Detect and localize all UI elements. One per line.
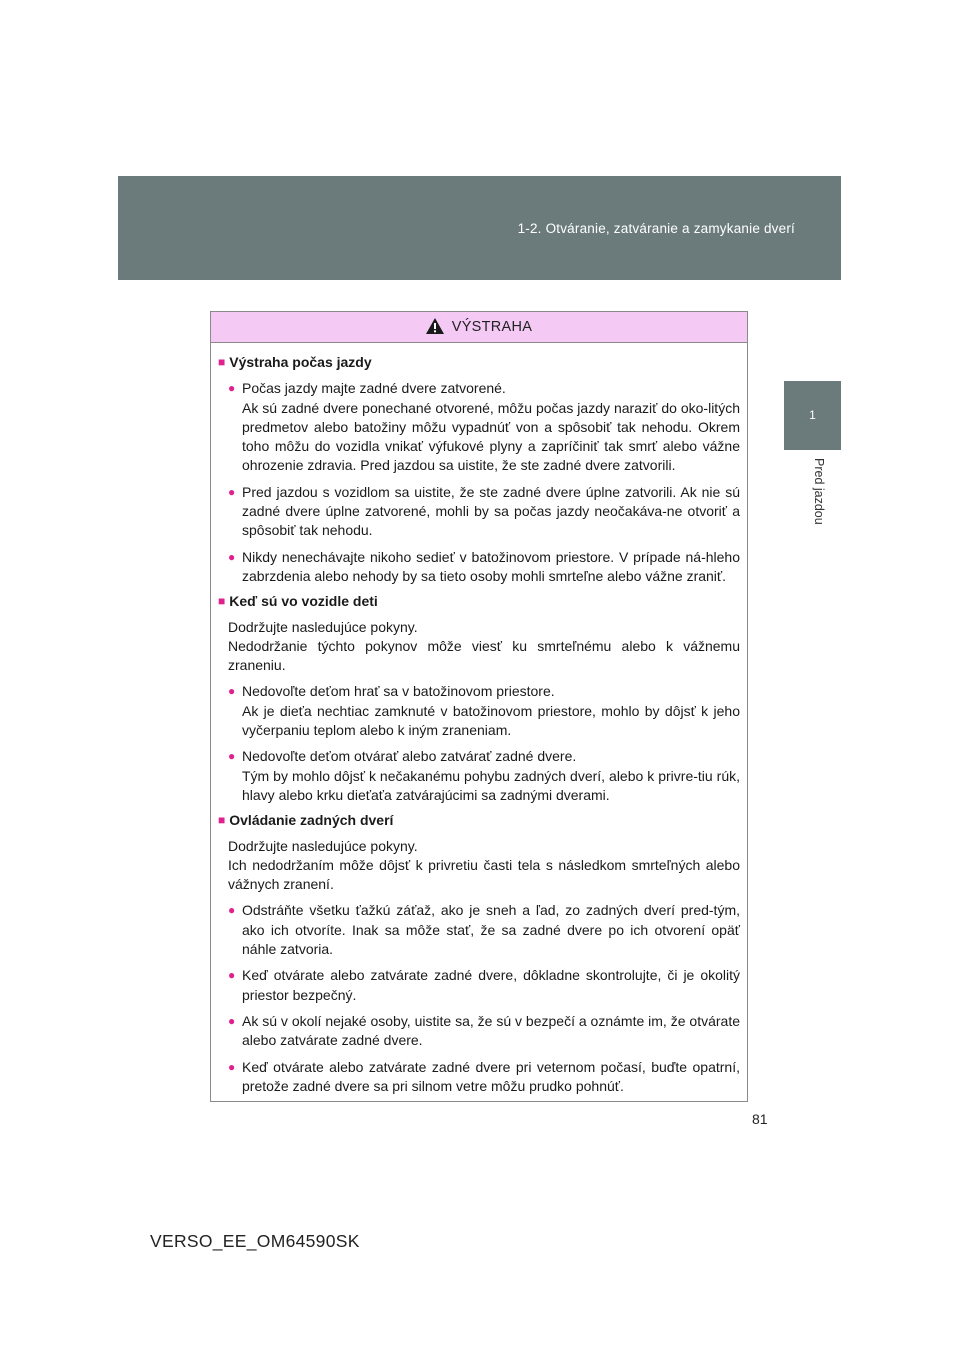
section-title: 1-2. Otváranie, zatváranie a zamykanie dverí xyxy=(517,221,795,236)
list-item xyxy=(218,548,740,587)
round-bullet-icon: ● xyxy=(228,1059,236,1074)
document-code: VERSO_EE_OM64590SK xyxy=(150,1231,360,1251)
list-item xyxy=(218,483,740,541)
list-item xyxy=(218,966,740,1005)
round-bullet-icon: ● xyxy=(228,549,236,564)
square-bullet-icon: ■ xyxy=(218,355,226,369)
list-item-text: Keď otvárate alebo zatvárate zadné dvere pri veternom počasí, buďte opatrní, pretože zadné dvere sa pri silnom vetre môžu prudko pohnúť. xyxy=(242,1058,740,1094)
page-number: 81 xyxy=(752,1111,768,1127)
chapter-tab xyxy=(784,381,841,450)
warning-triangle-icon xyxy=(426,318,444,334)
list-item-text: Počas jazdy majte zadné dvere zatvorené. Ak sú zadné dvere ponechané otvorené, môžu počas jazdy naraziť do oko-litých predmetov alebo batožiny môžu vypadnúť von a spôsobiť tak nehodu. Okrem toho môžu do vozidla vnikať výfukové plyny a zapríčiniť tak smrť alebo vážne ohrozenie zdravia. Pred jazdou sa uistite, že ste zadné dvere zatvorili. xyxy=(242,380,740,474)
warning-section-title xyxy=(218,811,740,830)
list-item xyxy=(218,901,740,959)
list-item-text: Ak sú v okolí nejaké osoby, uistite sa, že sú v bezpečí a oznámte im, že otvárate alebo zatvárate zadné dvere. xyxy=(242,1012,740,1049)
section-heading-text: Výstraha počas jazdy xyxy=(229,354,372,370)
round-bullet-icon: ● xyxy=(228,968,236,983)
list-item-text: Nedovoľte deťom otvárať alebo zatvárať zadné dvere. Tým by mohlo dôjsť k nečakanému pohybu zadných dverí, alebo k privre-tiu rúk, hlavy alebo krku dieťaťa zatvárajúcimi sa zadnými dverami. xyxy=(242,748,740,803)
warning-title: VÝSTRAHA xyxy=(451,319,533,335)
round-bullet-icon: ● xyxy=(228,1013,236,1028)
list-item-text: Nikdy nenechávajte nikoho sedieť v batožinovom priestore. V prípade ná-hleho zabrzdenia alebo nehody by sa tieto osoby mohli smrteľne alebo vážne zraniť. xyxy=(242,548,740,584)
section-intro: Dodržujte nasledujúce pokyny. Ich nedodržaním môže dôjsť k privretiu časti tela s následkom smrteľných alebo vážnych zranení. xyxy=(228,837,740,893)
warning-section-title xyxy=(218,353,740,372)
warning-body xyxy=(211,343,747,1096)
square-bullet-icon: ■ xyxy=(218,813,226,828)
list-item-text: Pred jazdou s vozidlom sa uistite, že ste zadné dvere úplne zatvorili. Ak nie sú zadné dvere úplne zatvorené, mohli by sa počas jazdy neočakáva-ne otvoriť a spôsobiť tak nehodu. xyxy=(242,483,740,539)
list-item-text: Odstráňte všetku ťažkú záťaž, ako je sneh a ľad, zo zadných dverí pred-tým, ako ich otvoríte. Inak sa môže stať, že sa zadné dvere po ich otvorení opäť náhle zatvoria. xyxy=(242,902,740,958)
list-item xyxy=(218,747,740,805)
round-bullet-icon: ● xyxy=(228,903,236,918)
chapter-number: 1 xyxy=(809,408,816,422)
list-item-text: Keď otvárate alebo zatvárate zadné dvere, dôkladne skontrolujte, či je okolitý priestor bezpečný. xyxy=(242,967,740,1003)
warning-header xyxy=(211,312,747,343)
list-item xyxy=(218,1012,740,1051)
section-heading-text: Keď sú vo vozidle deti xyxy=(229,593,378,610)
header-band xyxy=(118,176,841,280)
round-bullet-icon: ● xyxy=(228,684,236,699)
square-bullet-icon: ■ xyxy=(218,594,226,609)
round-bullet-icon: ● xyxy=(228,484,236,499)
warning-section-title xyxy=(218,592,740,611)
chapter-label: Pred jazdou xyxy=(812,458,826,525)
list-item xyxy=(218,379,740,475)
round-bullet-icon: ● xyxy=(228,749,236,764)
section-heading-text: Ovládanie zadných dverí xyxy=(229,812,394,829)
list-item xyxy=(218,1058,740,1097)
warning-box xyxy=(210,311,748,1102)
section-intro: Dodržujte nasledujúce pokyny. Nedodržanie týchto pokynov môže viesť ku smrteľnému alebo k vážnemu zraneniu. xyxy=(228,618,740,674)
list-item-text: Nedovoľte deťom hrať sa v batožinovom priestore. Ak je dieťa nechtiac zamknuté v batožinovom priestore, mohlo by dôjsť k jeho vyčerpaniu teplom alebo k iným zraneniam. xyxy=(242,683,740,739)
list-item xyxy=(218,682,740,740)
round-bullet-icon: ● xyxy=(228,381,236,396)
